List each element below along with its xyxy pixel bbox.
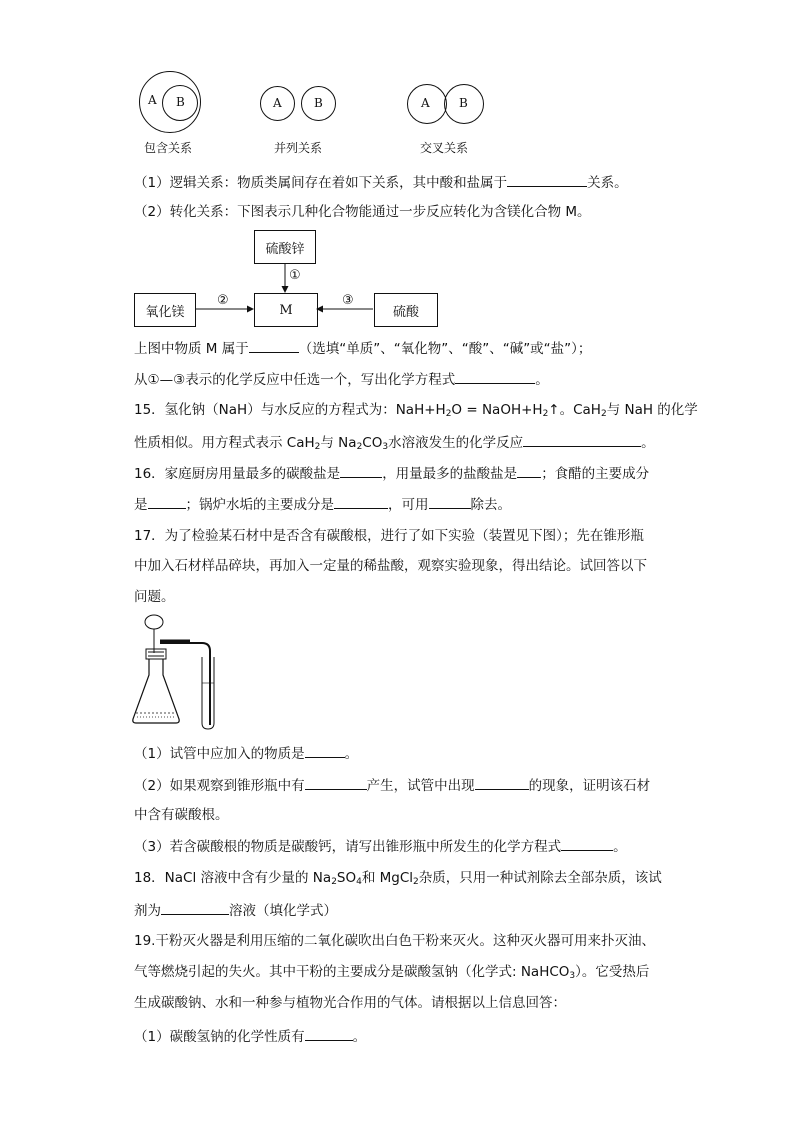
q14-part4-text: 从①—③表示的化学反应中任选一个，写出化学方程式: [134, 372, 456, 388]
q16-blank-1: [340, 463, 382, 478]
q18-line2: [134, 900, 337, 920]
box-sulfuric-acid: 硫酸: [374, 293, 438, 327]
q18-text-d: 杂质，只用一种试剂除去全部杂质，该试: [418, 870, 662, 886]
q15-blank: [523, 432, 641, 447]
q18-sub: 2: [331, 877, 337, 887]
q15-text-c: ↑。CaH: [548, 402, 601, 418]
q18-text-a: 18．NaCl 溶液中含有少量的 Na: [134, 870, 332, 886]
q17-sub1-text: （1）试管中应加入的物质是: [134, 746, 305, 762]
q18-text-b: SO: [336, 870, 357, 886]
q15-text-a: 15．氢化钠（NaH）与水反应的方程式为：NaH+H: [134, 402, 446, 418]
q16-text-f: ，可用: [388, 497, 429, 513]
q17-sub2: [134, 775, 650, 795]
q17-sub2-cont: [134, 806, 229, 824]
q17-text-3: 问题。: [134, 589, 175, 605]
q16-blank-3: [148, 494, 186, 509]
q15-sub: 2: [314, 442, 321, 452]
q17-sub3: [134, 836, 627, 856]
venn-contain-label-a: A: [148, 93, 157, 107]
q19-sub: 3: [569, 971, 576, 981]
q16-blank-4: [334, 494, 388, 509]
venn-cross-caption: 交叉关系: [420, 141, 469, 155]
q15-text-e: 性质相似。用方程式表示 CaH: [134, 435, 315, 451]
q16-text-a: 16．家庭厨房用量最多的碳酸盐是: [134, 466, 341, 482]
q14-part4-blank: [455, 369, 535, 384]
q19-text-3: 生成碳酸钠、水和一种参与植物光合作用的气体。请根据以上信息回答：: [134, 995, 566, 1011]
q19-sub1: [134, 1026, 366, 1046]
q17-text-1: 17．为了检验某石材中是否含有碳酸根，进行了如下实验（装置见下图）；先在锥形瓶: [134, 528, 644, 544]
q17-sub2-text-d: 中含有碳酸根。: [134, 807, 229, 823]
q18-sub: 2: [413, 877, 419, 887]
box-magnesium-oxide: 氧化镁: [134, 293, 196, 327]
q16-line1: [134, 463, 649, 483]
q15-sub: 2: [600, 409, 607, 419]
q14-part3-options: （选填“单质”、“氧化物”、“酸”、“碱”或“盐”）；: [298, 341, 592, 357]
q14-part3-text: 上图中物质 M 属于: [134, 341, 249, 357]
q15-line2: [134, 432, 655, 456]
q14-part2-text: （2）转化关系：下图表示几种化合物能通过一步反应转化为含镁化合物 M。: [134, 204, 591, 220]
q16-text-d: 是: [134, 497, 148, 513]
venn-parallel-label-b: B: [314, 96, 323, 110]
q17-sub2-blank-1: [305, 775, 367, 790]
venn-parallel-caption: 并列关系: [274, 141, 323, 155]
q14-part4-end: 。: [535, 372, 549, 388]
q17-line3: [134, 588, 175, 606]
q17-text-2: 中加入石材样品碎块，再加入一定量的稀盐酸，观察实验现象，得出结论。试回答以下: [134, 558, 647, 574]
q15-text-b: O = NaOH+H: [451, 402, 543, 418]
q17-sub2-text-b: 产生，试管中出现: [366, 778, 475, 794]
q15-text-h: 水溶液发生的化学反应: [388, 435, 524, 451]
q19-line3: [134, 994, 566, 1012]
q14-part3-blank: [249, 338, 299, 353]
q18-text-f: 溶液（填化学式）: [229, 903, 337, 919]
q15-text-d: 与 NaH 的化学: [606, 402, 698, 418]
apparatus-illustration: [130, 613, 220, 731]
arrow-2-number: ②: [217, 293, 229, 308]
q17-sub3-text: （3）若含碳酸根的物质是碳酸钙，请写出锥形瓶中所发生的化学方程式: [134, 839, 562, 855]
q15-sub: 2: [542, 409, 549, 419]
q16-text-c: ；食醋的主要成分: [541, 466, 650, 482]
q18-text-e: 剂为: [134, 903, 161, 919]
q17-line1: [134, 527, 644, 545]
q17-line2: [134, 557, 647, 575]
q16-blank-2: [517, 463, 541, 478]
q17-sub1: [134, 743, 358, 763]
q17-sub3-blank: [561, 836, 613, 851]
venn-cross-label-b: B: [459, 96, 468, 110]
q14-part1-end: 关系。: [587, 175, 628, 191]
q15-sub: 3: [382, 442, 389, 452]
q15-text-f: 与 Na: [320, 435, 357, 451]
q18-sub: 4: [356, 877, 362, 887]
q19-sub1-blank: [305, 1026, 353, 1041]
q15-sub: 2: [445, 409, 452, 419]
q15-end: 。: [641, 435, 655, 451]
q19-text-2b: ）。它受热后: [575, 964, 650, 980]
arrow-3-number: ③: [342, 293, 354, 308]
q16-text-b: ，用量最多的盐酸盐是: [382, 466, 518, 482]
q18-blank: [161, 900, 229, 915]
q19-line2: [134, 963, 649, 985]
q18-line1: [134, 869, 662, 891]
venn-contain-caption: 包含关系: [144, 141, 193, 155]
box-zinc-sulfate: 硫酸锌: [254, 230, 316, 264]
q17-sub1-end: 。: [344, 746, 359, 762]
q17-sub2-blank-2: [475, 775, 529, 790]
q15-text-g: CO: [362, 435, 383, 451]
q17-sub1-blank: [305, 743, 345, 758]
q19-line1: [134, 932, 655, 950]
q16-text-g: 除去。: [470, 497, 511, 513]
q18-text-c: 和 MgCl: [361, 870, 414, 886]
q14-part1-text: （1）逻辑关系：物质类属间存在着如下关系，其中酸和盐属于: [134, 175, 508, 191]
q15-sub: 2: [356, 442, 363, 452]
q14-part3: [134, 338, 591, 358]
q16-line2: [134, 494, 511, 514]
venn-parallel-label-a: A: [273, 96, 282, 110]
q17-sub3-end: 。: [613, 839, 627, 855]
venn-cross-label-a: A: [421, 96, 430, 110]
q17-sub2-text-c: 的现象，证明该石材: [528, 778, 651, 794]
q15-line1: [134, 401, 698, 423]
venn-contain-label-b: B: [176, 95, 185, 109]
q19-text-1: 19.干粉灭火器是利用压缩的二氧化碳吹出白色干粉来灭火。这种灭火器可用来扑灭油、: [134, 933, 655, 949]
q16-blank-5: [429, 494, 471, 509]
q14-part4: [134, 369, 549, 389]
q16-text-e: ；锅炉水垢的主要成分是: [185, 497, 334, 513]
box-m: M: [254, 293, 318, 327]
q19-sub1-text: （1）碳酸氢钠的化学性质有: [134, 1029, 305, 1045]
q19-text-2: 气等燃烧引起的失火。其中干粉的主要成分是碳酸氢钠（化学式: NaHCO: [134, 964, 570, 980]
q17-sub2-text-a: （2）如果观察到锥形瓶中有: [134, 778, 305, 794]
diagram-arrows: [0, 0, 794, 340]
q19-sub1-end: 。: [352, 1029, 367, 1045]
arrow-1-number: ①: [289, 268, 301, 283]
